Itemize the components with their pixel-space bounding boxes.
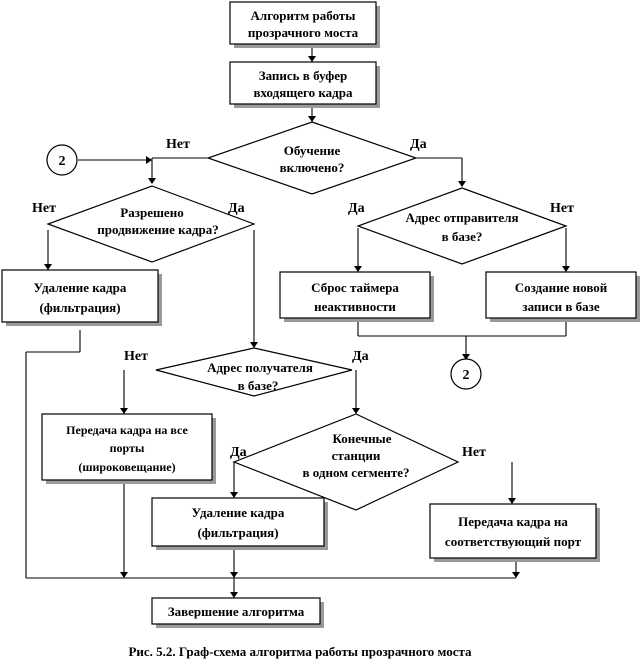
block-start	[230, 2, 380, 48]
decision-sender-line2: в базе?	[441, 229, 483, 244]
decision-receiver-line1: Адрес получателя	[207, 360, 313, 375]
connector-left	[47, 145, 77, 175]
decision-forwarding-allowed	[48, 186, 254, 262]
block-start-line1: Алгоритм работы	[250, 8, 356, 23]
block-reset-timer	[280, 272, 434, 322]
decision-forwarding-line2: продвижение кадра?	[97, 222, 219, 237]
decision-same-segment	[234, 414, 458, 510]
block-create-record-line2: записи в базе	[522, 299, 600, 314]
connector-left-number: 2	[58, 154, 66, 169]
block-forward-port-line2: соответствующий порт	[444, 534, 582, 549]
block-end-text: Завершение алгоритма	[167, 604, 305, 619]
block-broadcast-line3: (широковещание)	[78, 460, 176, 474]
block-delete-frame-2	[152, 498, 328, 550]
block-delete-frame-1-line1: Удаление кадра	[33, 280, 127, 295]
block-delete-frame-1-line2: (фильтрация)	[39, 300, 121, 315]
block-start-line2: прозрачного моста	[247, 25, 359, 40]
block-write-buffer-line1: Запись в буфер	[258, 68, 348, 83]
decision-learning	[208, 122, 416, 194]
block-reset-timer-line2: неактивности	[314, 299, 396, 314]
label-yes-forwarding: Да	[228, 201, 245, 216]
decision-forwarding-line1: Разрешено	[120, 205, 184, 220]
decision-receiver-line2: в базе?	[237, 378, 279, 393]
label-no-receiver: Нет	[124, 349, 148, 364]
block-end	[152, 598, 324, 628]
connector-right	[451, 359, 481, 389]
decision-receiver-in-db	[156, 348, 352, 396]
block-create-record-line1: Создание новой	[514, 280, 608, 295]
decision-learning-line2: включено?	[279, 160, 345, 175]
label-yes-receiver: Да	[352, 349, 369, 364]
label-yes-learning: Да	[410, 137, 427, 152]
block-write-buffer	[230, 62, 380, 108]
decision-learning-line1: Обучение	[283, 143, 341, 158]
decision-segment-line2: станции	[331, 448, 381, 463]
label-no-learning: Нет	[166, 137, 190, 152]
block-create-record	[486, 272, 640, 322]
block-write-buffer-line2: входящего кадра	[253, 85, 353, 100]
block-delete-frame-1	[2, 270, 162, 326]
decision-sender-line1: Адрес отправителя	[405, 210, 519, 225]
block-forward-port	[430, 504, 600, 562]
label-yes-segment: Да	[230, 445, 247, 460]
label-no-sender: Нет	[550, 201, 574, 216]
label-no-forwarding: Нет	[32, 201, 56, 216]
decision-segment-line1: Конечные	[332, 431, 392, 446]
block-broadcast	[42, 414, 216, 484]
decision-sender-in-db	[358, 188, 566, 264]
decision-segment-line3: в одном сегменте?	[302, 465, 410, 480]
block-delete-frame-2-line1: Удаление кадра	[191, 505, 285, 520]
block-reset-timer-line1: Сброс таймера	[311, 280, 399, 295]
figure-caption: Рис. 5.2. Граф-схема алгоритма работы прозрачного моста	[128, 644, 472, 659]
block-broadcast-line2: порты	[109, 441, 145, 455]
connector-right-number: 2	[462, 368, 470, 383]
block-delete-frame-2-line2: (фильтрация)	[197, 525, 279, 540]
block-broadcast-line1: Передача кадра на все	[66, 423, 188, 437]
label-yes-sender: Да	[348, 201, 365, 216]
block-forward-port-line1: Передача кадра на	[458, 514, 568, 529]
label-no-segment: Нет	[462, 445, 486, 460]
